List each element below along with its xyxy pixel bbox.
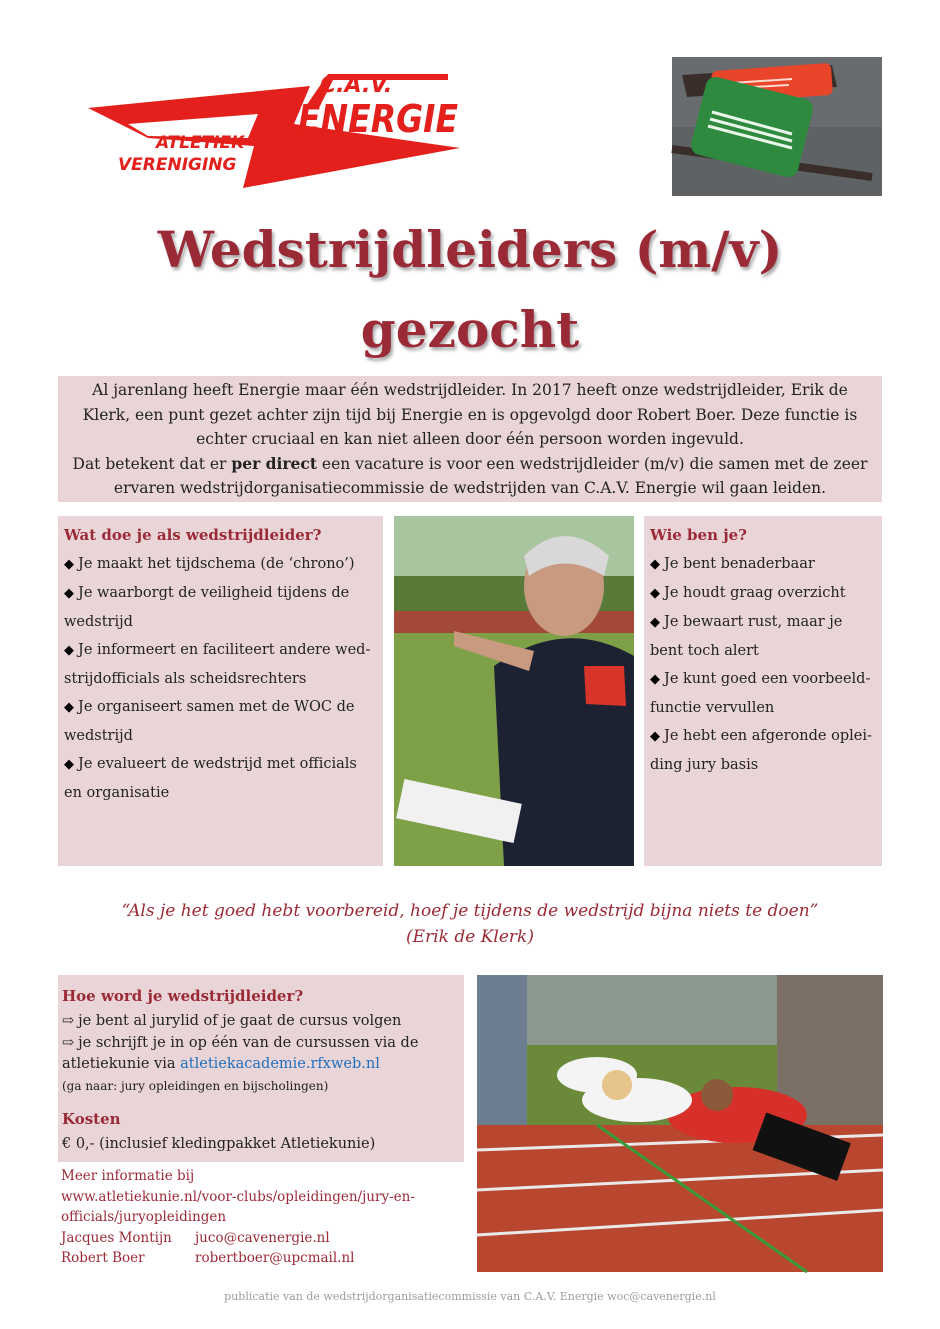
howto-note: (ga naar: jury opleidingen en bijscholingen) — [62, 1078, 329, 1093]
profile-text: Je bent benaderbaar — [664, 556, 815, 572]
quote-author: (Erik de Klerk) — [406, 927, 534, 947]
profile-heading: Wie ben je? — [650, 526, 747, 544]
page-title — [0, 210, 940, 370]
task-text: Je organiseert samen met de WOC de wedstrijd — [64, 699, 355, 744]
profile-text: Je bewaart rust, maar je bent toch alert — [650, 614, 843, 659]
logo-atletiek: ATLETIEK — [156, 133, 245, 153]
diamond-bullet-icon: ◆ — [650, 557, 660, 572]
diamond-bullet-icon: ◆ — [650, 729, 660, 744]
armbands-photo — [672, 57, 882, 196]
diamond-bullet-icon: ◆ — [64, 557, 74, 572]
profile-item — [650, 608, 876, 665]
intro-box — [58, 376, 882, 502]
diamond-bullet-icon: ◆ — [64, 643, 74, 658]
task-item — [64, 750, 377, 807]
tasks-heading: Wat doe je als wedstrijdleider? — [64, 526, 322, 544]
howto-item — [62, 1033, 460, 1076]
howto-text: je bent al jurylid of je gaat de cursus volgen — [78, 1013, 402, 1029]
footer: publicatie van de wedstrijdorganisatiecommissie van C.A.V. Energie woc@cavenergie.nl — [224, 1290, 716, 1303]
contact-email[interactable]: juco@cavenergie.nl — [195, 1229, 330, 1246]
task-item — [64, 693, 377, 750]
task-text: Je informeert en faciliteert andere wed-strijdofficials als scheidsrechters — [64, 642, 371, 687]
sprint-start-photo — [477, 975, 883, 1272]
intro-paragraph-2 — [68, 452, 872, 501]
diamond-bullet-icon: ◆ — [64, 700, 74, 715]
task-text: Je evalueert de wedstrijd met officials en organisatie — [64, 756, 357, 801]
official-photo — [394, 516, 634, 866]
howto-box — [58, 975, 464, 1162]
howto-heading: Hoe word je wedstrijdleider? — [62, 987, 304, 1005]
diamond-bullet-icon: ◆ — [650, 672, 660, 687]
profile-item — [650, 550, 876, 579]
contact-email[interactable]: robertboer@upcmail.nl — [195, 1250, 355, 1266]
logo-vereniging: VERENIGING — [118, 155, 237, 175]
diamond-bullet-icon: ◆ — [64, 586, 74, 601]
quote-text: “Als je het goed hebt voorbereid, hoef je tijdens de wedstrijd bijna niets te doen” — [121, 901, 819, 921]
profile-box — [644, 516, 882, 866]
diamond-bullet-icon: ◆ — [650, 586, 660, 601]
intro-p2-bold: per direct — [231, 453, 317, 473]
intro-p2-start: Dat betekent dat er — [72, 454, 232, 473]
quote — [0, 898, 940, 950]
profile-text: Je kunt goed een voorbeeld-functie vervullen — [650, 671, 871, 716]
club-logo — [88, 66, 460, 188]
arrow-right-icon: ⇨ — [62, 1034, 75, 1051]
task-text: Je waarborgt de veiligheid tijdens de wedstrijd — [64, 585, 350, 630]
info-url[interactable]: www.atletiekunie.nl/voor-clubs/opleidingen/jury-en-officials/juryopleidingen — [61, 1188, 415, 1225]
diamond-bullet-icon: ◆ — [650, 615, 660, 630]
costs-text: € 0,- (inclusief kledingpakket Atletiekunie) — [62, 1135, 376, 1152]
intro-paragraph-1: Al jarenlang heeft Energie maar één wedstrijdleider. In 2017 heeft onze wedstrijdleider, Erik de Klerk, een punt gezet achter zijn tijd bij Energie en is opgevolgd door Robert Boer. Deze functie is echter cruciaal en kan niet alleen door één persoon worden ingevuld. — [82, 381, 858, 448]
profile-item — [650, 579, 876, 608]
arrow-right-icon: ⇨ — [62, 1013, 75, 1029]
costs-heading: Kosten — [62, 1109, 121, 1128]
tasks-box — [58, 516, 383, 866]
profile-item — [650, 722, 876, 779]
contact-row — [61, 1248, 467, 1269]
contact-info — [61, 1166, 467, 1269]
diamond-bullet-icon: ◆ — [64, 757, 74, 772]
howto-text: je schrijft je in op één van de cursussen via de atletiekunie via — [62, 1034, 419, 1072]
profile-text: Je hebt een afgeronde oplei-ding jury basis — [650, 728, 872, 773]
contact-name: Jacques Montijn — [61, 1229, 172, 1246]
profile-text: Je houdt graag overzicht — [664, 585, 846, 601]
contact-row — [61, 1228, 467, 1249]
intro-p2-end: een vacature is voor een wedstrijdleider (m/v) die samen met de zeer ervaren wedstrijdorganisatiecommissie de wedstrijden van C.A.V. Energie wil gaan leiden. — [113, 454, 868, 497]
logo-energie: ENERGIE — [298, 97, 459, 141]
task-item — [64, 636, 377, 693]
info-label: Meer informatie bij — [61, 1168, 195, 1184]
logo-cav: C.A.V. — [320, 73, 393, 98]
profile-item — [650, 665, 876, 722]
contact-name: Robert Boer — [61, 1250, 145, 1266]
howto-item — [62, 1011, 460, 1033]
task-text: Je maakt het tijdschema (de ‘chrono’) — [78, 556, 355, 572]
title-line-1: Wedstrijdleiders (m/v) — [157, 220, 783, 279]
academy-link[interactable]: atletiekacademie.rfxweb.nl — [180, 1056, 380, 1072]
task-item — [64, 579, 377, 636]
title-line-2: gezocht — [360, 300, 580, 359]
task-item — [64, 550, 377, 579]
